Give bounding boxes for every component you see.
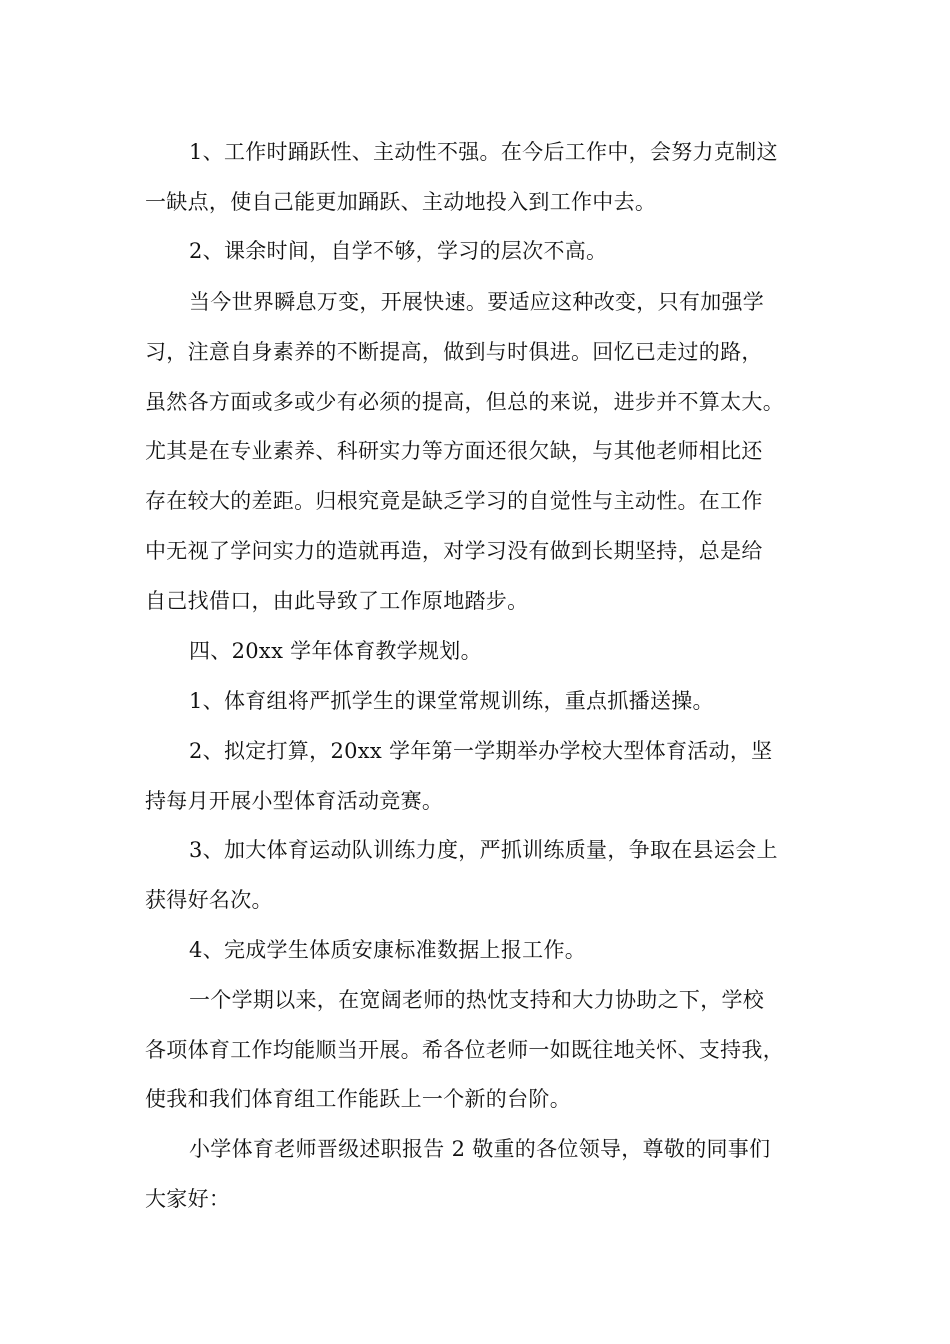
- text-line: 1、体育组将严抓学生的课堂常规训练，重点抓播送操。: [189, 689, 714, 713]
- text-line: 存在较大的差距。归根究竟是缺乏学习的自觉性与主动性。在工作: [145, 489, 763, 513]
- text-line: 获得好名次。: [145, 888, 273, 912]
- text-line: 习，注意自身素养的不断提高，做到与时俱进。回忆已走过的路，: [145, 340, 763, 364]
- text-line: 2、课余时间，自学不够，学习的层次不高。: [189, 239, 608, 263]
- text-line: 中无视了学问实力的造就再造，对学习没有做到长期坚持，总是给: [145, 539, 763, 563]
- text-line: 自己找借口，由此导致了工作原地踏步。: [145, 589, 529, 613]
- text-line: 2、拟定打算，20xx 学年第一学期举办学校大型体育活动，坚: [189, 739, 773, 763]
- text-line: 一个学期以来，在宽阔老师的热忱支持和大力协助之下，学校: [189, 988, 765, 1012]
- report-title-line: 小学体育老师晋级述职报告 2 敬重的各位领导，尊敬的同事们: [189, 1137, 771, 1161]
- text-line: 当今世界瞬息万变，开展快速。要适应这种改变，只有加强学: [189, 290, 765, 314]
- text-line: 各项体育工作均能顺当开展。希各位老师一如既往地关怀、支持我，: [145, 1038, 784, 1062]
- section-heading: 四、20xx 学年体育教学规划。: [189, 639, 482, 663]
- text-line: 1、工作时踊跃性、主动性不强。在今后工作中，会努力克制这: [189, 140, 778, 164]
- text-line: 使我和我们体育组工作能跃上一个新的台阶。: [145, 1087, 571, 1111]
- text-line: 3、加大体育运动队训练力度，严抓训练质量，争取在县运会上: [189, 838, 778, 862]
- text-line: 尤其是在专业素养、科研实力等方面还很欠缺，与其他老师相比还: [145, 439, 763, 463]
- text-line: 虽然各方面或多或少有必须的提高，但总的来说，进步并不算太大。: [145, 390, 784, 414]
- text-line: 一缺点，使自己能更加踊跃、主动地投入到工作中去。: [145, 190, 657, 214]
- text-line: 大家好：: [145, 1187, 231, 1211]
- text-line: 4、完成学生体质安康标准数据上报工作。: [189, 938, 587, 962]
- text-line: 持每月开展小型体育活动竞赛。: [145, 789, 444, 813]
